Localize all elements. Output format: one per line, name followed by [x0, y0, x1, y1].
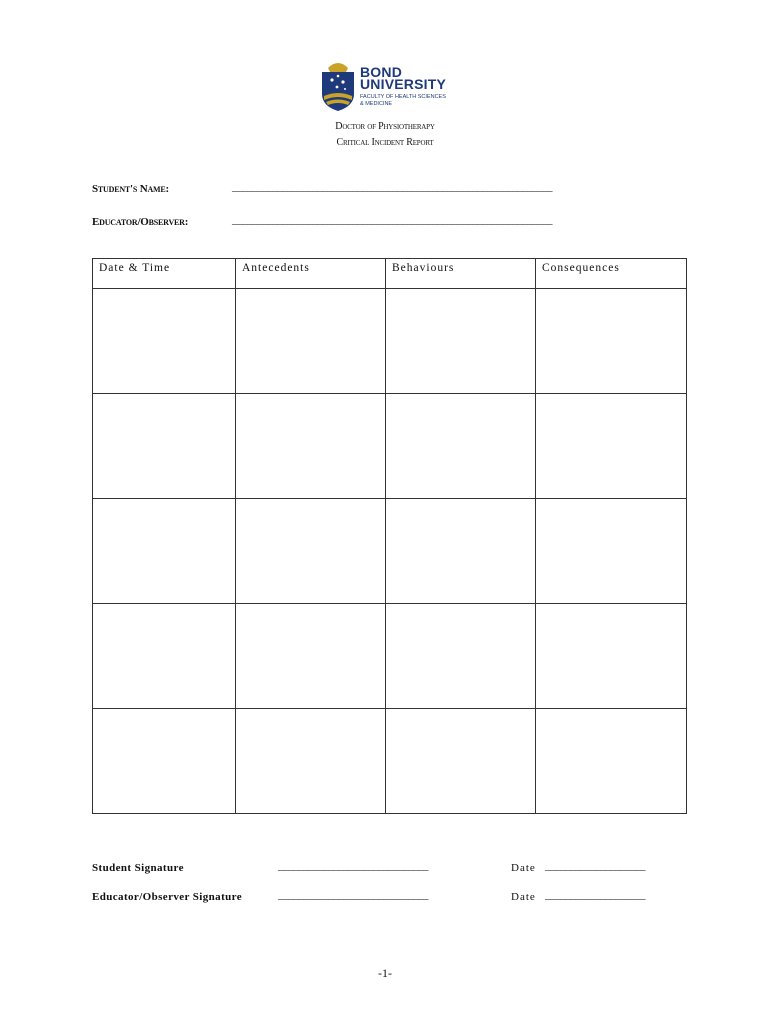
table-row	[93, 499, 687, 604]
student-name-label: Student's Name:	[92, 183, 169, 195]
date-time-cell[interactable]	[93, 289, 236, 394]
date-time-cell[interactable]	[93, 394, 236, 499]
consequences-cell[interactable]	[536, 604, 687, 709]
behaviours-cell[interactable]	[386, 709, 536, 814]
page-number: -1-	[378, 966, 392, 980]
behaviours-cell[interactable]	[386, 394, 536, 499]
date-time-cell[interactable]	[93, 604, 236, 709]
column-header-date-time: Date & Time	[93, 259, 236, 289]
table-row	[93, 289, 687, 394]
table-header-row	[93, 259, 687, 289]
faculty-name: FACULTY OF HEALTH SCIENCES & MEDICINE	[360, 94, 446, 107]
university-name: BOND UNIVERSITY	[360, 64, 447, 92]
antecedents-cell[interactable]	[236, 604, 386, 709]
consequences-cell[interactable]	[536, 709, 687, 814]
table-row	[93, 604, 687, 709]
educator-signature-label: Educator/Observer Signature	[92, 891, 243, 903]
student-signature-field[interactable]: ______________________________	[278, 860, 428, 872]
consequences-cell[interactable]	[536, 394, 687, 499]
antecedents-cell[interactable]	[236, 394, 386, 499]
behaviours-cell[interactable]	[386, 289, 536, 394]
document-title: Doctor of Physiotherapy	[335, 121, 435, 132]
table-row	[93, 709, 687, 814]
incident-table	[92, 258, 687, 814]
column-header-consequences: Consequences	[536, 259, 687, 289]
student-date-label: Date	[511, 862, 536, 874]
column-header-antecedents: Antecedents	[236, 259, 386, 289]
behaviours-cell[interactable]	[386, 604, 536, 709]
student-date-field[interactable]: ____________________	[545, 860, 645, 872]
consequences-cell[interactable]	[536, 499, 687, 604]
educator-label: Educator/Observer:	[92, 216, 189, 228]
consequences-cell[interactable]	[536, 289, 687, 394]
university-crest-icon	[320, 60, 356, 112]
educator-date-field[interactable]: ____________________	[545, 889, 645, 901]
antecedents-cell[interactable]	[236, 289, 386, 394]
educator-signature-field[interactable]: ______________________________	[278, 889, 428, 901]
educator-field[interactable]: ________________________________________________________________	[232, 214, 552, 226]
date-time-cell[interactable]	[93, 499, 236, 604]
date-time-cell[interactable]	[93, 709, 236, 814]
document-subtitle: Critical Incident Report	[336, 137, 434, 148]
antecedents-cell[interactable]	[236, 499, 386, 604]
behaviours-cell[interactable]	[386, 499, 536, 604]
student-signature-label: Student Signature	[92, 862, 184, 874]
student-name-field[interactable]: ________________________________________________________________	[232, 181, 552, 193]
bond-university-logo	[320, 60, 450, 114]
column-header-behaviours: Behaviours	[386, 259, 536, 289]
table-row	[93, 394, 687, 499]
antecedents-cell[interactable]	[236, 709, 386, 814]
educator-date-label: Date	[511, 891, 536, 903]
